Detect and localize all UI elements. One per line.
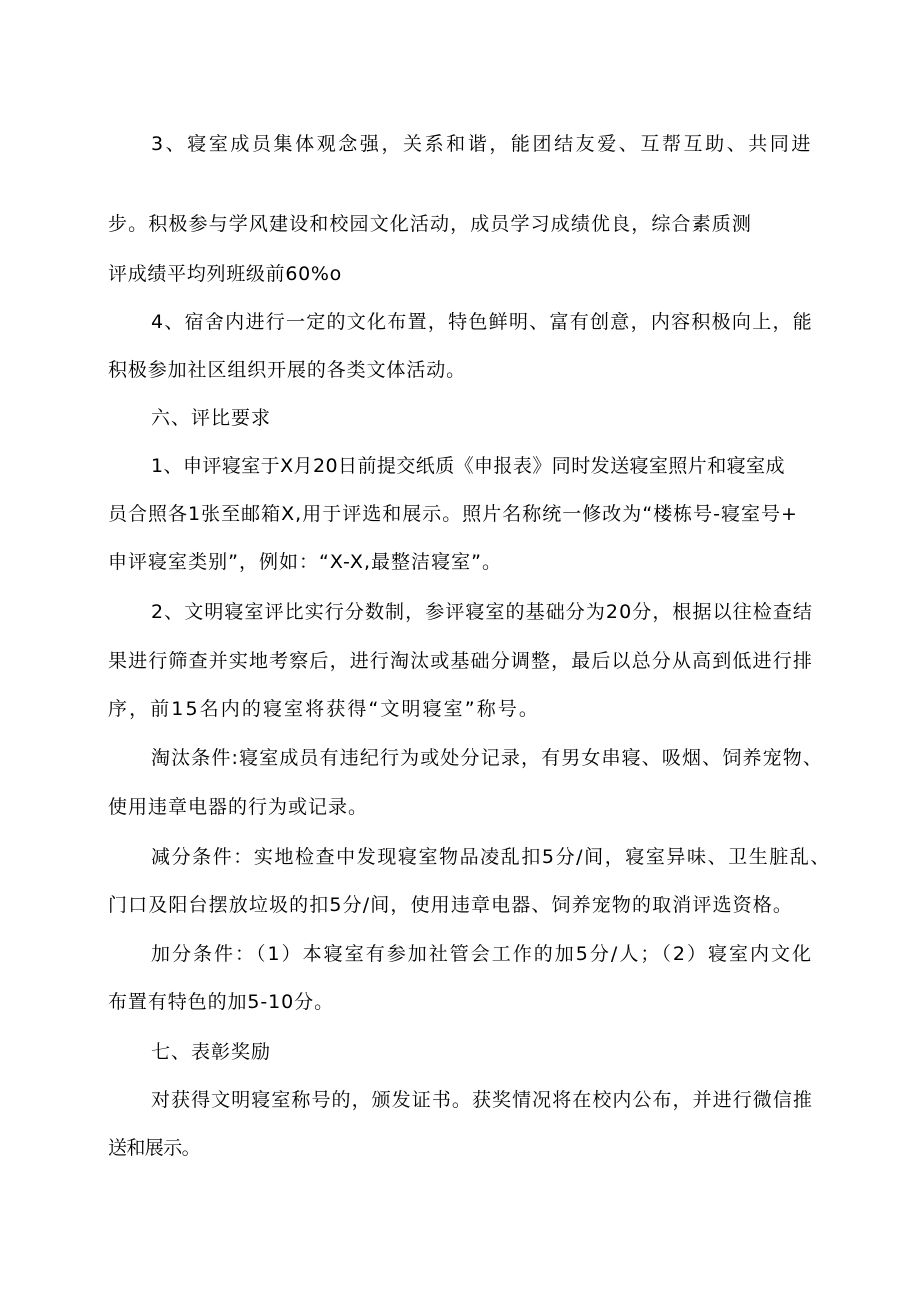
- criterion-4-line-2: 积极参加社区组织开展的各类文体活动。: [108, 359, 466, 381]
- bonus-conditions-line-1: 加分条件：（1）本寝室有参加社管会工作的加5分/人；（2）寝室内文化: [151, 943, 814, 965]
- section-heading-requirements: 六、评比要求: [151, 407, 271, 429]
- criterion-4-line-1: 4、宿舍内进行一定的文化布置，特色鲜明、富有创意，内容积极向上，能: [151, 311, 813, 333]
- requirement-1-line-1: 1、申评寝室于X月20日前提交纸质《申报表》同时发送寝室照片和寝室成: [151, 455, 785, 477]
- criterion-3-line-2: 步。积极参与学风建设和校园文化活动，成员学习成绩优良，综合素质测: [108, 213, 753, 235]
- bonus-conditions-line-2: 布置有特色的加5-10分。: [108, 991, 334, 1013]
- requirement-1-line-3: 申评寝室类别”，例如：“X-X,最整洁寝室”。: [108, 551, 502, 573]
- deduction-conditions-line-2: 门口及阳台摆放垃圾的扣5分/间，使用违章电器、饲养宠物的取消评选资格。: [108, 894, 794, 916]
- awards-line-1: 对获得文明寝室称号的，颁发证书。获奖情况将在校内公布，并进行微信推: [151, 1089, 813, 1111]
- requirement-1-line-2: 员合照各1张至邮箱X,用于评选和展示。照片名称统一修改为“楼栋号-寝室号+: [108, 503, 798, 525]
- deduction-conditions-line-1: 减分条件：实地检查中发现寝室物品凌乱扣5分/间，寝室异味、卫生脏乱、: [151, 846, 832, 868]
- elimination-conditions-line-1: 淘汰条件:寝室成员有违纪行为或处分记录，有男女串寝、吸烟、饲养宠物、: [151, 747, 823, 769]
- requirement-2-line-2: 果进行筛查并实地考察后，进行淘汰或基础分调整，最后以总分从高到低进行排: [108, 650, 813, 672]
- criterion-3-line-3: 评成绩平均列班级前60%o: [108, 263, 342, 285]
- requirement-2-line-3: 序，前15名内的寝室将获得“文明寝室”称号。: [108, 698, 540, 720]
- requirement-2-line-1: 2、文明寝室评比实行分数制，参评寝室的基础分为20分，根据以往检查结: [151, 601, 813, 623]
- elimination-conditions-line-2: 使用违章电器的行为或记录。: [108, 796, 368, 818]
- section-heading-awards: 七、表彰奖励: [151, 1041, 271, 1063]
- awards-line-2: 送和展示。: [108, 1137, 200, 1159]
- criterion-3-line-1: 3、寝室成员集体观念强，关系和谐，能团结友爱、互帮互助、共同进: [151, 133, 814, 155]
